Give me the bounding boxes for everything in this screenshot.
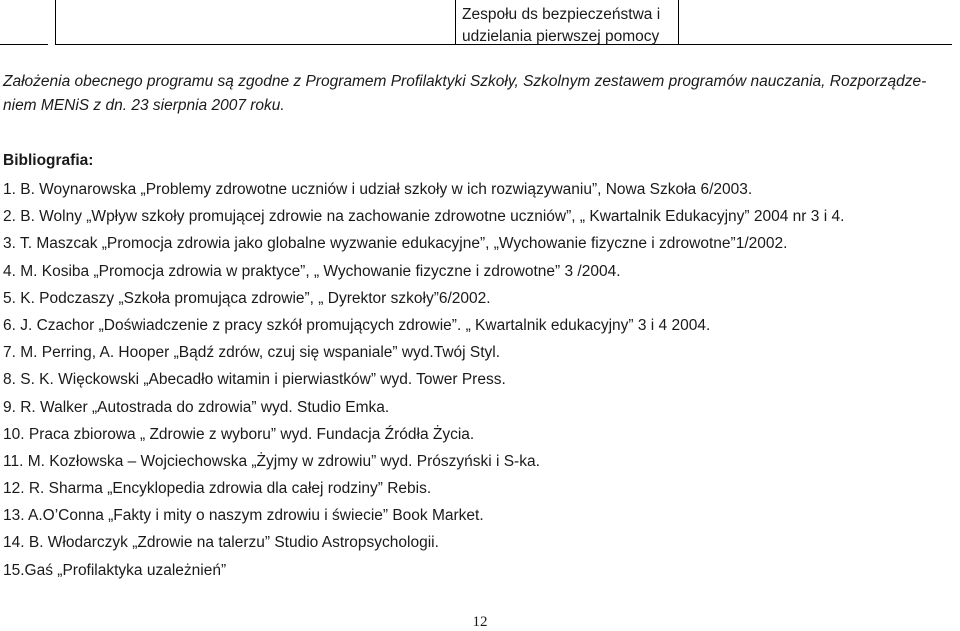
- bibliography-item: 4. M. Kosiba „Promocja zdrowia w praktyce”, „ Wychowanie fizyczne i zdrowotne” 3 /2004.: [3, 262, 621, 280]
- intro-line: niem MENiS z dn. 23 sierpnia 2007 roku.: [3, 97, 285, 114]
- bibliography-heading: Bibliografia:: [3, 152, 94, 169]
- bibliography-item: 15.Gaś „Profilaktyka uzależnień”: [3, 561, 227, 579]
- bibliography-item: 5. K. Podczaszy „Szkoła promująca zdrowie”, „ Dyrektor szkoły”6/2002.: [3, 289, 491, 307]
- bibliography-item: 3. T. Maszcak „Promocja zdrowia jako globalne wyzwanie edukacyjne”, „Wychowanie fizyczne i zdrowotne”1/2002.: [3, 235, 788, 253]
- page-number: 12: [472, 614, 488, 630]
- bibliography-item: 7. M. Perring, A. Hooper „Bądź zdrów, czuj się wspaniale” wyd.Twój Styl.: [3, 344, 501, 362]
- table-cell-text: [462, 4, 674, 48]
- bibliography-item: 6. J. Czachor „Doświadczenie z pracy szkół promujących zdrowie”. „ Kwartalnik edukacyjny” 3 i 4 2004.: [3, 316, 711, 334]
- intro-line: Założenia obecnego programu są zgodne z Programem Profilaktyki Szkoły, Szkolnym zestawem programów nauczania, Rozporządze-: [3, 73, 927, 90]
- bibliography-item: 13. A.O’Conna „Fakty i mity o naszym zdrowiu i świecie” Book Market.: [3, 507, 484, 525]
- bibliography-item: 8. S. K. Więckowski „Abecadło witamin i pierwiastków” wyd. Tower Press.: [3, 371, 506, 389]
- table-cell-line: Zespołu ds bezpieczeństwa i: [462, 6, 661, 23]
- bibliography-item: 1. B. Woynarowska „Problemy zdrowotne uczniów i udział szkoły w ich rozwiązywaniu”, Nowa Szkoła 6/2003.: [3, 181, 753, 198]
- bibliography-item: 2. B. Wolny „Wpływ szkoły promującej zdrowie na zachowanie zdrowotne uczniów”, „ Kwartalnik Edukacyjny” 2004 nr 3 i 4.: [3, 208, 845, 226]
- table-fragment: [0, 0, 960, 46]
- table-vertical-rule: [55, 0, 56, 45]
- intro-paragraph: [3, 70, 953, 118]
- bibliography-item: 12. R. Sharma „Encyklopedia zdrowia dla całej rodziny” Rebis.: [3, 480, 432, 498]
- bibliography-item: 14. B. Włodarczyk „Zdrowie na talerzu” Studio Astropsychologii.: [3, 534, 439, 552]
- table-bottom-rule-left: [0, 44, 48, 45]
- bibliography-item: 10. Praca zbiorowa „ Zdrowie z wyboru” wyd. Fundacja Źródła Życia.: [3, 425, 475, 443]
- bibliography-list: [3, 180, 953, 588]
- table-cell-line: udzielania pierwszej pomocy: [462, 28, 660, 45]
- bibliography-item: 11. M. Kozłowska – Wojciechowska „Żyjmy w zdrowiu” wyd. Prószyński i S-ka.: [3, 452, 540, 470]
- bibliography-item: 9. R. Walker „Autostrada do zdrowia” wyd. Studio Emka.: [3, 398, 390, 416]
- table-vertical-rule: [678, 0, 679, 45]
- table-vertical-rule: [455, 0, 456, 45]
